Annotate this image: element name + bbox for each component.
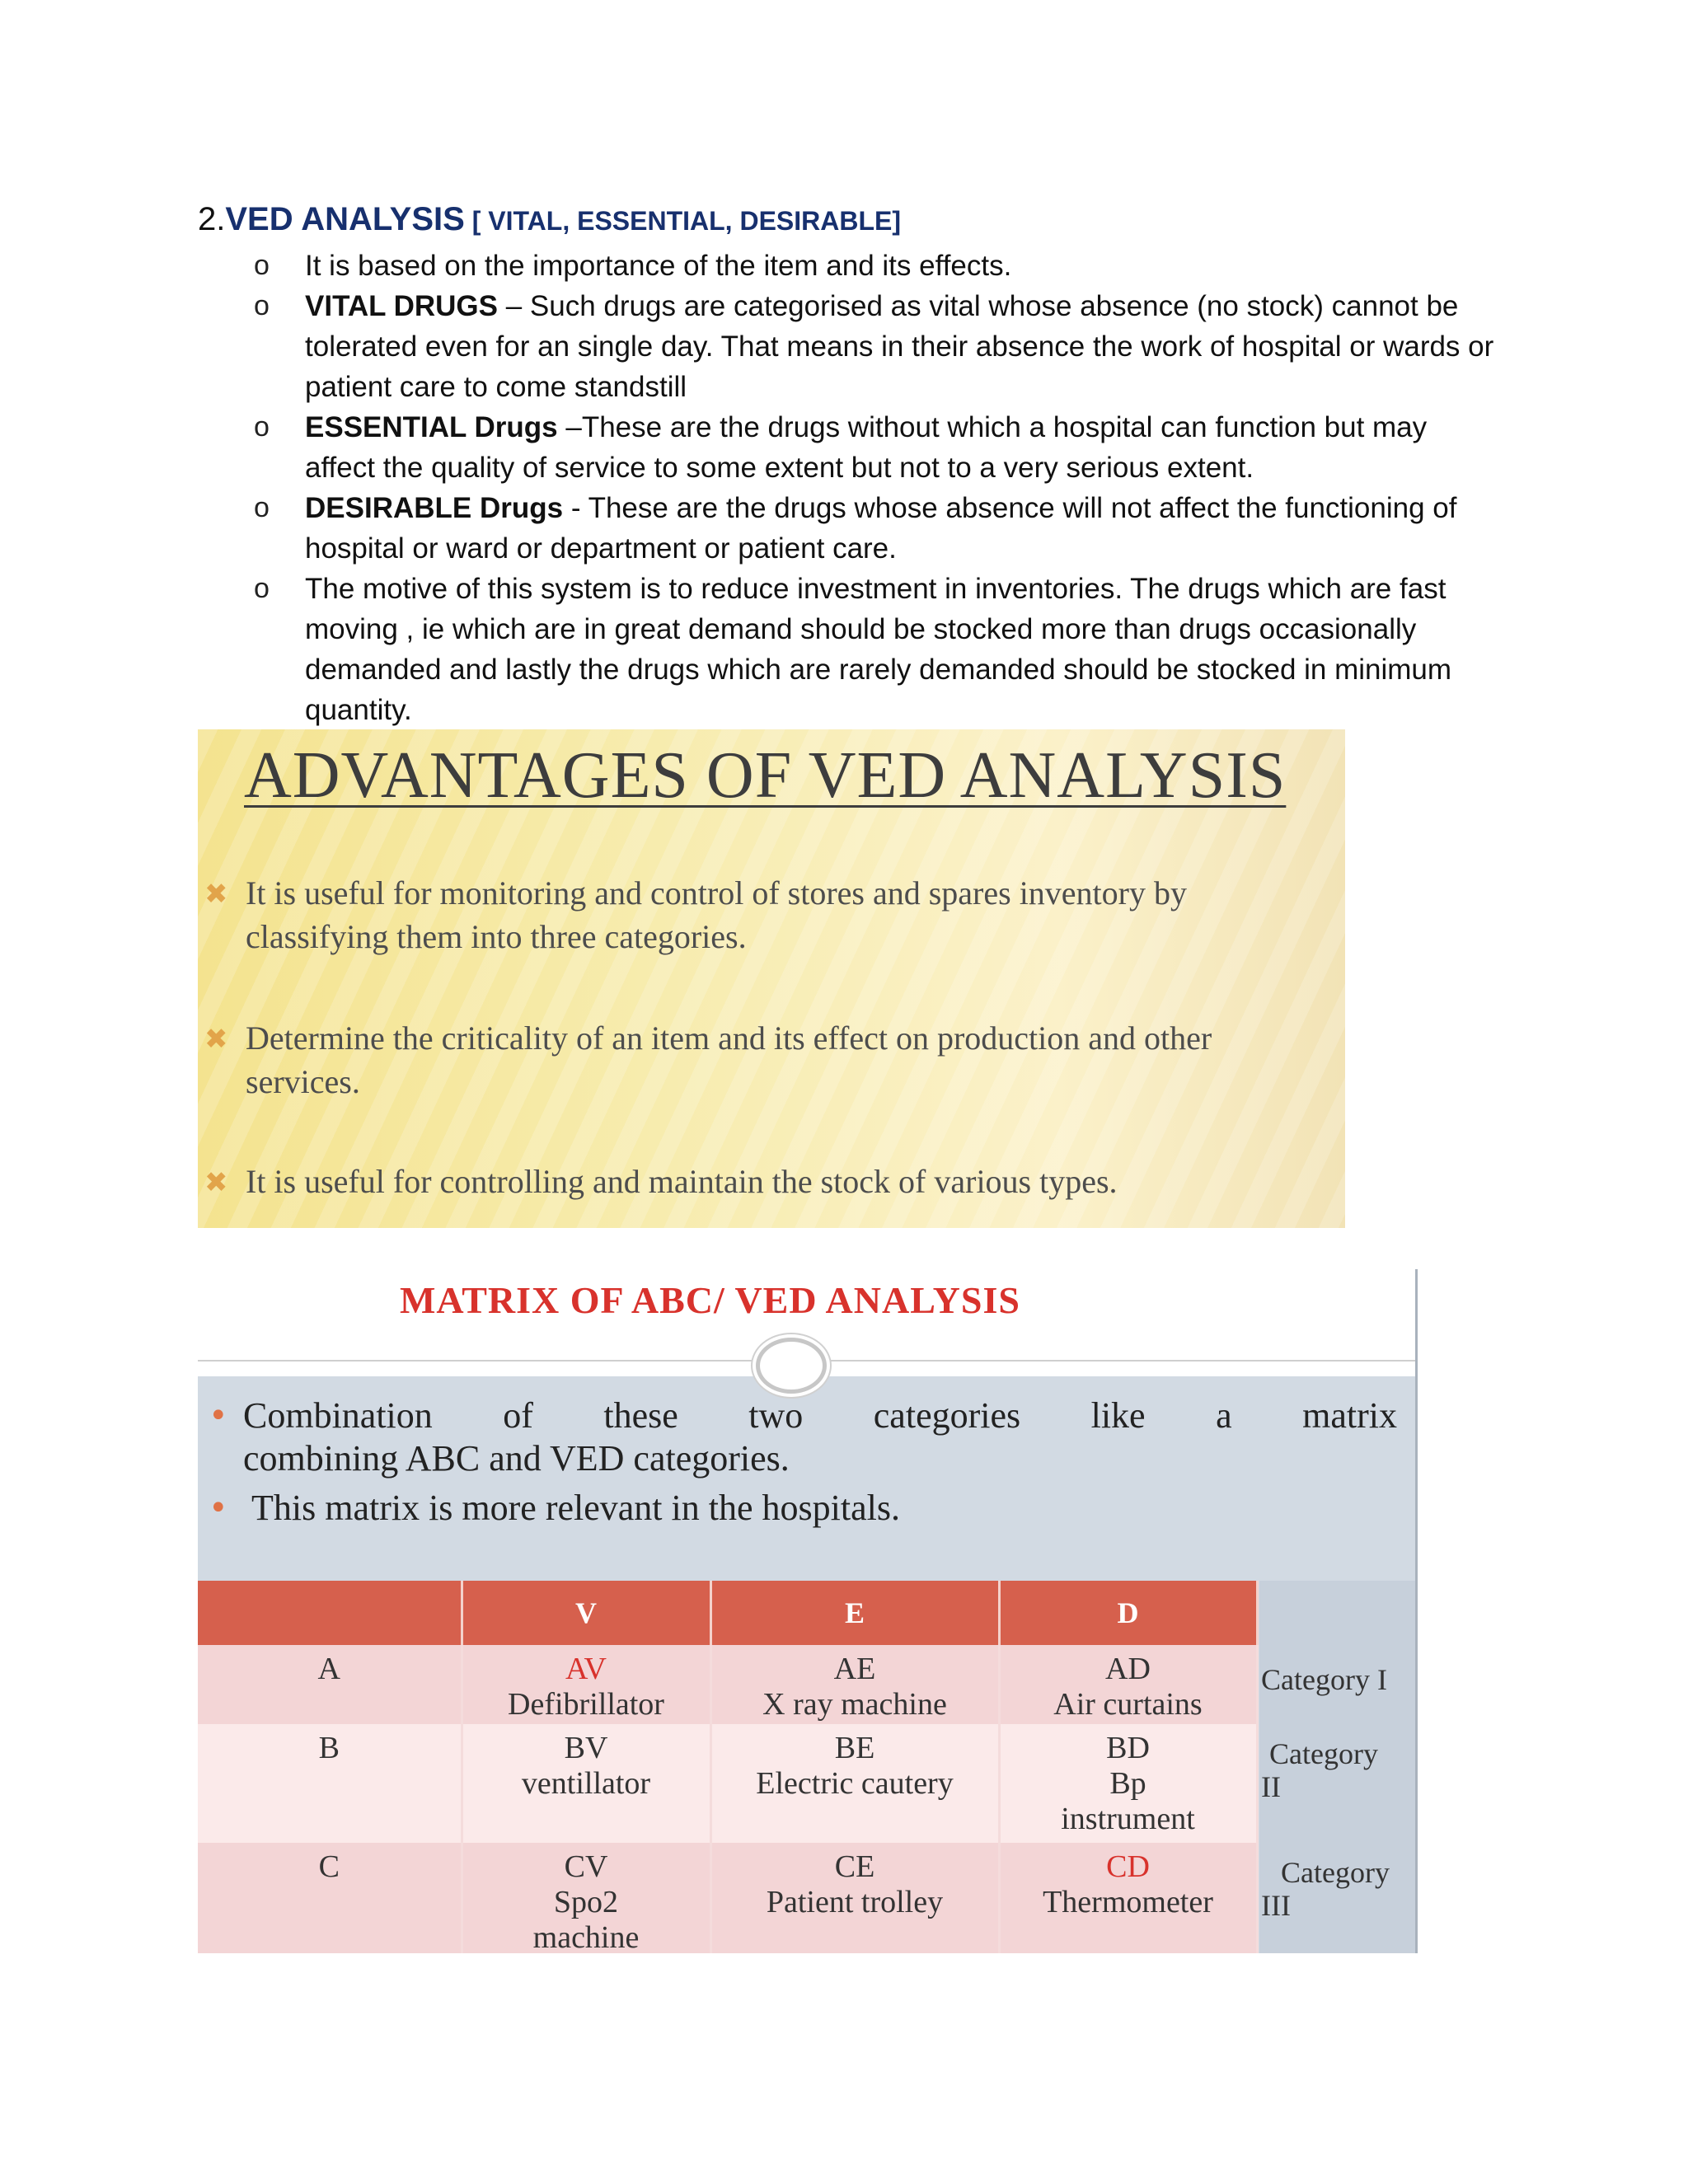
table-cell: AV Defibrillator bbox=[462, 1645, 710, 1724]
section-subtitle: [ VITAL, ESSENTIAL, DESIRABLE] bbox=[464, 206, 902, 236]
bullet-text: - These are the drugs whose absence will not affect the functioning of hospital or ward or department or patient care. bbox=[305, 492, 1457, 565]
section-number: 2. bbox=[198, 201, 226, 237]
cross-bullet-icon: ✖ bbox=[204, 1166, 228, 1199]
table-header-cell: V bbox=[462, 1581, 710, 1645]
list-item bbox=[198, 407, 1500, 488]
bullet-circle-icon: o bbox=[254, 573, 270, 604]
advantage-text: It is useful for monitoring and control of stores and spares inventory by classifying them into three categories. bbox=[246, 874, 1187, 955]
bullet-bold-term: DESIRABLE Drugs bbox=[305, 492, 564, 524]
table-header-cell bbox=[198, 1581, 462, 1645]
table-header-cell: D bbox=[999, 1581, 1257, 1645]
section-heading bbox=[198, 198, 901, 242]
table-row bbox=[198, 1645, 1257, 1724]
table-header-cell: E bbox=[710, 1581, 999, 1645]
category-label: Category I bbox=[1261, 1663, 1387, 1696]
table-cell: AD Air curtains bbox=[999, 1645, 1257, 1724]
list-item bbox=[198, 569, 1500, 730]
bullet-circle-icon: o bbox=[254, 492, 270, 523]
bullet-text: The motive of this system is to reduce investment in inventories. The drugs which are fast moving , ie which are in great demand should be stocked more than drugs occasionally demanded and lastly the drugs which are rarely demanded should be stocked in minimum quantity. bbox=[305, 573, 1452, 726]
table-row bbox=[198, 1843, 1257, 1953]
advantages-slide-image bbox=[198, 729, 1345, 1228]
ring-ornament-icon bbox=[756, 1338, 827, 1394]
matrix-bullet bbox=[209, 1394, 1397, 1480]
matrix-slide-image bbox=[198, 1269, 1418, 1953]
advantage-item bbox=[204, 871, 1317, 958]
matrix-bullet-line: combining ABC and VED categories. bbox=[243, 1438, 790, 1479]
dot-bullet-icon: • bbox=[209, 1397, 228, 1435]
bullet-list bbox=[198, 246, 1500, 730]
advantage-text: Determine the criticality of an item and its effect on production and other services. bbox=[246, 1019, 1212, 1100]
bullet-bold-term: ESSENTIAL Drugs bbox=[305, 411, 558, 443]
list-item bbox=[198, 286, 1500, 407]
bullet-circle-icon: o bbox=[254, 290, 270, 321]
category-label: Category III bbox=[1261, 1856, 1390, 1922]
table-row bbox=[198, 1724, 1257, 1843]
bullet-text: It is based on the importance of the item and its effects. bbox=[305, 250, 1012, 282]
abc-ved-matrix-table bbox=[198, 1581, 1259, 1953]
cross-bullet-icon: ✖ bbox=[204, 1023, 228, 1056]
matrix-bullet-line: Combination of these two categories like a matrix bbox=[243, 1395, 1397, 1436]
list-item bbox=[198, 488, 1500, 569]
table-cell: CV Spo2 machine bbox=[462, 1843, 710, 1953]
advantage-item bbox=[204, 1160, 1317, 1203]
list-item bbox=[198, 246, 1500, 286]
table-cell: BE Electric cautery bbox=[710, 1724, 999, 1843]
table-cell: AE X ray machine bbox=[710, 1645, 999, 1724]
cross-bullet-icon: ✖ bbox=[204, 878, 228, 911]
row-label: C bbox=[198, 1843, 462, 1953]
dot-bullet-icon: • bbox=[209, 1489, 228, 1527]
bullet-text: –These are the drugs without which a hospital can function but may affect the quality of service to some extent but not to a very serious extent. bbox=[305, 411, 1428, 484]
row-label: B bbox=[198, 1724, 462, 1843]
matrix-title: MATRIX OF ABC/ VED ANALYSIS bbox=[400, 1279, 1020, 1321]
table-cell: BV ventillator bbox=[462, 1724, 710, 1843]
frame-edge bbox=[1415, 1269, 1418, 1953]
advantage-item bbox=[204, 1016, 1317, 1104]
table-cell: CE Patient trolley bbox=[710, 1843, 999, 1953]
table-cell: BD Bp instrument bbox=[999, 1724, 1257, 1843]
row-label: A bbox=[198, 1645, 462, 1724]
matrix-bullet: • This matrix is more relevant in the hospitals. bbox=[209, 1488, 900, 1528]
bullet-bold-term: VITAL DRUGS bbox=[305, 290, 498, 322]
category-label: Category II bbox=[1261, 1737, 1378, 1803]
section-title: VED ANALYSIS bbox=[225, 201, 465, 237]
advantages-title: ADVANTAGES OF VED ANALYSIS bbox=[244, 739, 1287, 812]
bullet-text: – Such drugs are categorised as vital whose absence (no stock) cannot be tolerated even for an single day. That means in their absence the work of hospital or wards or patient care to come standstill bbox=[305, 290, 1494, 403]
advantage-text: It is useful for controlling and maintain the stock of various types. bbox=[246, 1163, 1118, 1200]
bullet-circle-icon: o bbox=[254, 250, 270, 281]
table-cell: CD Thermometer bbox=[999, 1843, 1257, 1953]
bullet-circle-icon: o bbox=[254, 411, 270, 443]
